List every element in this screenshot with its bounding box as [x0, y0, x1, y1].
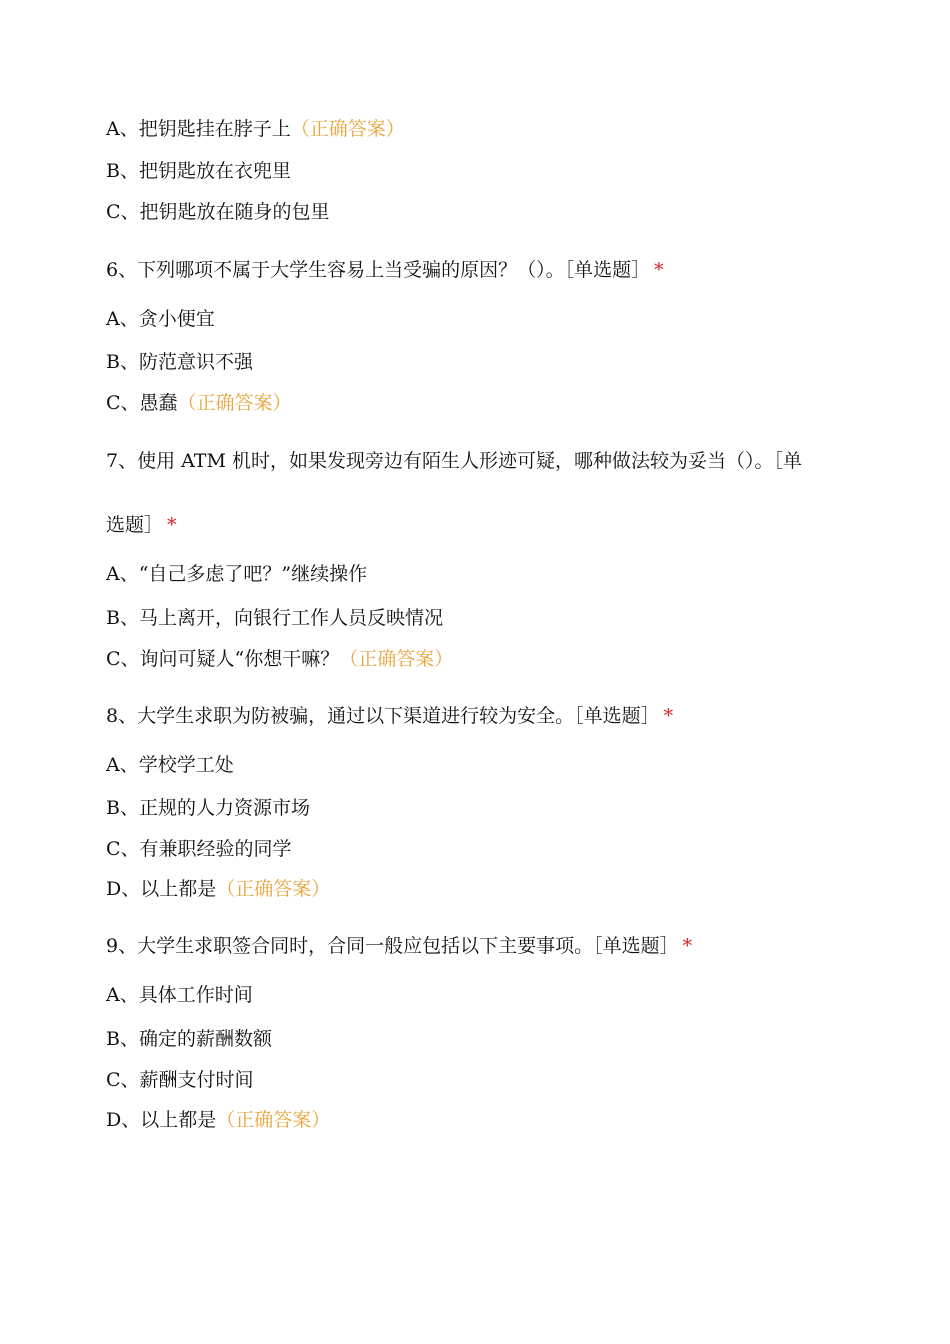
q9-option-a	[106, 983, 253, 1007]
q5-option-a	[106, 117, 405, 141]
q9-question	[106, 934, 692, 958]
q5-option-b-text: B、把钥匙放在衣兜里	[106, 160, 291, 182]
q9-option-b-text: B、确定的薪酬数额	[106, 1028, 272, 1050]
q9-option-c-text: C、薪酬支付时间	[106, 1069, 254, 1091]
q6-question-text: 6、下列哪项不属于大学生容易上当受骗的原因？（）。［单选题］	[106, 259, 651, 281]
q6-option-b	[106, 350, 253, 374]
required-mark: *	[663, 705, 674, 727]
q7-option-a-text: A、“自己多虑了吧？”继续操作	[106, 563, 368, 585]
q6-option-a	[106, 307, 215, 331]
q8-option-a-text: A、学校学工处	[106, 754, 234, 776]
q6-option-b-text: B、防范意识不强	[106, 351, 253, 373]
correct-answer-tag: （正确答案）	[216, 878, 331, 900]
required-mark: *	[682, 935, 693, 957]
correct-answer-tag: （正确答案）	[290, 118, 405, 140]
q7-option-b-text: B、马上离开，向银行工作人员反映情况	[106, 607, 443, 629]
q8-option-b-text: B、正规的人力资源市场	[106, 797, 310, 819]
q6-option-c-text: C、愚蠢	[106, 392, 178, 414]
q8-option-b	[106, 796, 310, 820]
q9-option-d-text: D、以上都是	[106, 1109, 217, 1131]
q6-option-a-text: A、贪小便宜	[106, 308, 215, 330]
correct-answer-tag: （正确答案）	[177, 392, 292, 414]
q8-option-d	[106, 877, 330, 901]
q7-question-line2	[106, 513, 177, 537]
q8-option-a	[106, 753, 234, 777]
q9-option-d	[106, 1108, 330, 1132]
q6-option-c	[106, 391, 292, 415]
q9-option-b	[106, 1027, 272, 1051]
correct-answer-tag: （正确答案）	[339, 648, 454, 670]
q8-option-c-text: C、有兼职经验的同学	[106, 838, 292, 860]
q7-option-c-text: C、询问可疑人“你想干嘛？	[106, 648, 340, 670]
q9-question-text: 9、大学生求职签合同时，合同一般应包括以下主要事项。［单选题］	[106, 935, 679, 957]
q7-option-b	[106, 606, 443, 630]
q5-option-b	[106, 159, 291, 183]
q9-option-c	[106, 1068, 254, 1092]
q8-option-d-text: D、以上都是	[106, 878, 217, 900]
q7-question-line1	[106, 449, 802, 473]
q6-question	[106, 258, 664, 282]
required-mark: *	[654, 259, 664, 281]
q5-option-a-text: A、把钥匙挂在脖子上	[106, 118, 291, 140]
q5-option-c-text: C、把钥匙放在随身的包里	[106, 201, 330, 223]
q9-option-a-text: A、具体工作时间	[106, 984, 253, 1006]
q5-option-c	[106, 200, 330, 224]
q8-question-text: 8、大学生求职为防被骗，通过以下渠道进行较为安全。［单选题］	[106, 705, 660, 727]
required-mark: *	[167, 514, 177, 536]
q7-question-text-2: 选题］	[106, 514, 164, 536]
q7-option-c	[106, 647, 453, 671]
correct-answer-tag: （正确答案）	[216, 1109, 331, 1131]
q7-question-text-1: 7、使用 ATM 机时，如果发现旁边有陌生人形迹可疑，哪种做法较为妥当（）。［单	[106, 450, 802, 472]
q8-question	[106, 704, 673, 728]
q8-option-c	[106, 837, 292, 861]
q7-option-a	[106, 562, 367, 586]
